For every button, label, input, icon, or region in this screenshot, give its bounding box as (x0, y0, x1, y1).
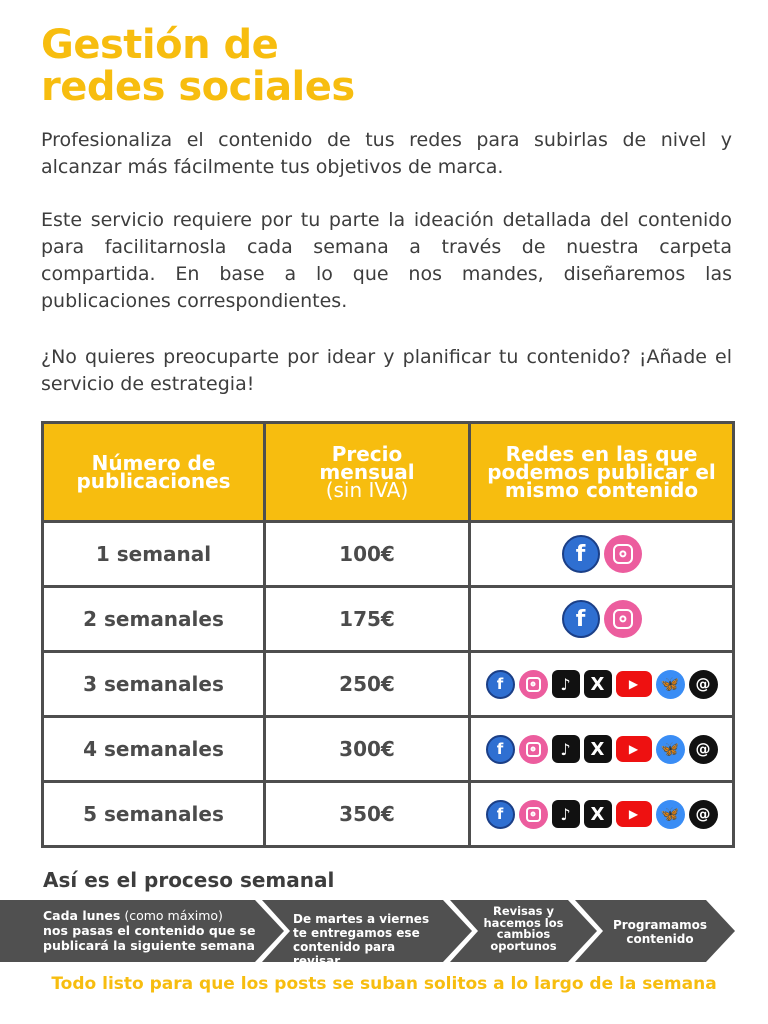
facebook-icon: f (562, 535, 600, 573)
row-price: 175€ (265, 587, 470, 652)
table-row (43, 587, 734, 652)
process-title: Así es el proceso semanal (43, 868, 335, 892)
instagram-icon (519, 800, 548, 829)
row-price: 250€ (265, 652, 470, 717)
instagram-icon (604, 600, 642, 638)
table-row (43, 652, 734, 717)
row-publications: 4 semanales (43, 717, 265, 782)
threads-icon: @ (689, 670, 718, 699)
row-publications: 3 semanales (43, 652, 265, 717)
table-row (43, 717, 734, 782)
row-networks (470, 652, 734, 717)
threads-icon: @ (689, 735, 718, 764)
table-row (43, 522, 734, 587)
process-step-2: De martes a viernes te entregamos ese contenido para revisar (293, 912, 430, 968)
tiktok-icon: ♪ (552, 670, 580, 698)
facebook-icon: f (486, 800, 515, 829)
bluesky-icon: 🦋 (656, 735, 685, 764)
table-header-row (43, 423, 734, 522)
x-icon: X (584, 800, 612, 828)
facebook-icon: f (562, 600, 600, 638)
row-networks (470, 782, 734, 847)
instagram-icon (604, 535, 642, 573)
requirement-paragraph: Este servicio requiere por tu parte la ideación detallada del contenido para facilitarnosla cada semana a través de nuestra carpeta compartida. En base a lo que nos mandes, diseñaremos las publicaciones correspondientes. (41, 209, 732, 312)
step1-normal: (como máximo) (120, 908, 223, 923)
header-publications-label: Número de publicaciones (76, 451, 231, 493)
x-icon: X (584, 670, 612, 698)
step1-bold: Cada lunes (43, 908, 121, 923)
youtube-icon: ▶ (616, 736, 652, 762)
row-networks (470, 522, 734, 587)
title-line-2: redes sociales (41, 64, 355, 110)
header-networks (470, 423, 734, 522)
bluesky-icon: 🦋 (656, 800, 685, 829)
tiktok-icon: ♪ (552, 800, 580, 828)
youtube-icon: ▶ (616, 801, 652, 827)
process-step-1 (43, 908, 258, 953)
row-price: 350€ (265, 782, 470, 847)
header-publications (43, 423, 265, 522)
threads-icon: @ (689, 800, 718, 829)
instagram-icon (519, 670, 548, 699)
process-step-3: Revisas y hacemos los cambios oportunos (483, 904, 564, 953)
upsell-paragraph: ¿No quieres preocuparte por idear y planificar tu contenido? ¡Añade el servicio de estrategia! (41, 346, 732, 395)
process-step-4: Programamos contenido (612, 918, 708, 946)
row-publications: 5 semanales (43, 782, 265, 847)
header-networks-label: Redes en las que podemos publicar el mismo contenido (487, 442, 716, 502)
row-publications: 1 semanal (43, 522, 265, 587)
x-icon: X (584, 735, 612, 763)
page-title (41, 24, 355, 108)
row-networks (470, 587, 734, 652)
header-price-sub: (sin IVA) (325, 478, 409, 502)
intro-paragraph: Profesionaliza el contenido de tus redes para subirlas de nivel y alcanzar más fácilmente tus objetivos de marca. (41, 129, 732, 178)
step1-rest: nos pasas el contenido que se publicará la siguiente semana (43, 923, 256, 953)
facebook-icon: f (486, 670, 515, 699)
youtube-icon: ▶ (616, 671, 652, 697)
bluesky-icon: 🦋 (656, 670, 685, 699)
row-price: 100€ (265, 522, 470, 587)
header-price (265, 423, 470, 522)
table-row (43, 782, 734, 847)
row-networks (470, 717, 734, 782)
header-price-label: Precio mensual (319, 442, 415, 484)
facebook-icon: f (486, 735, 515, 764)
row-price: 300€ (265, 717, 470, 782)
footer-tagline: Todo listo para que los posts se suban solitos a lo largo de la semana (51, 974, 717, 994)
row-publications: 2 semanales (43, 587, 265, 652)
title-line-1: Gestión de (41, 22, 279, 68)
process-chevrons (0, 900, 768, 968)
pricing-table (41, 421, 735, 848)
instagram-icon (519, 735, 548, 764)
tiktok-icon: ♪ (552, 735, 580, 763)
